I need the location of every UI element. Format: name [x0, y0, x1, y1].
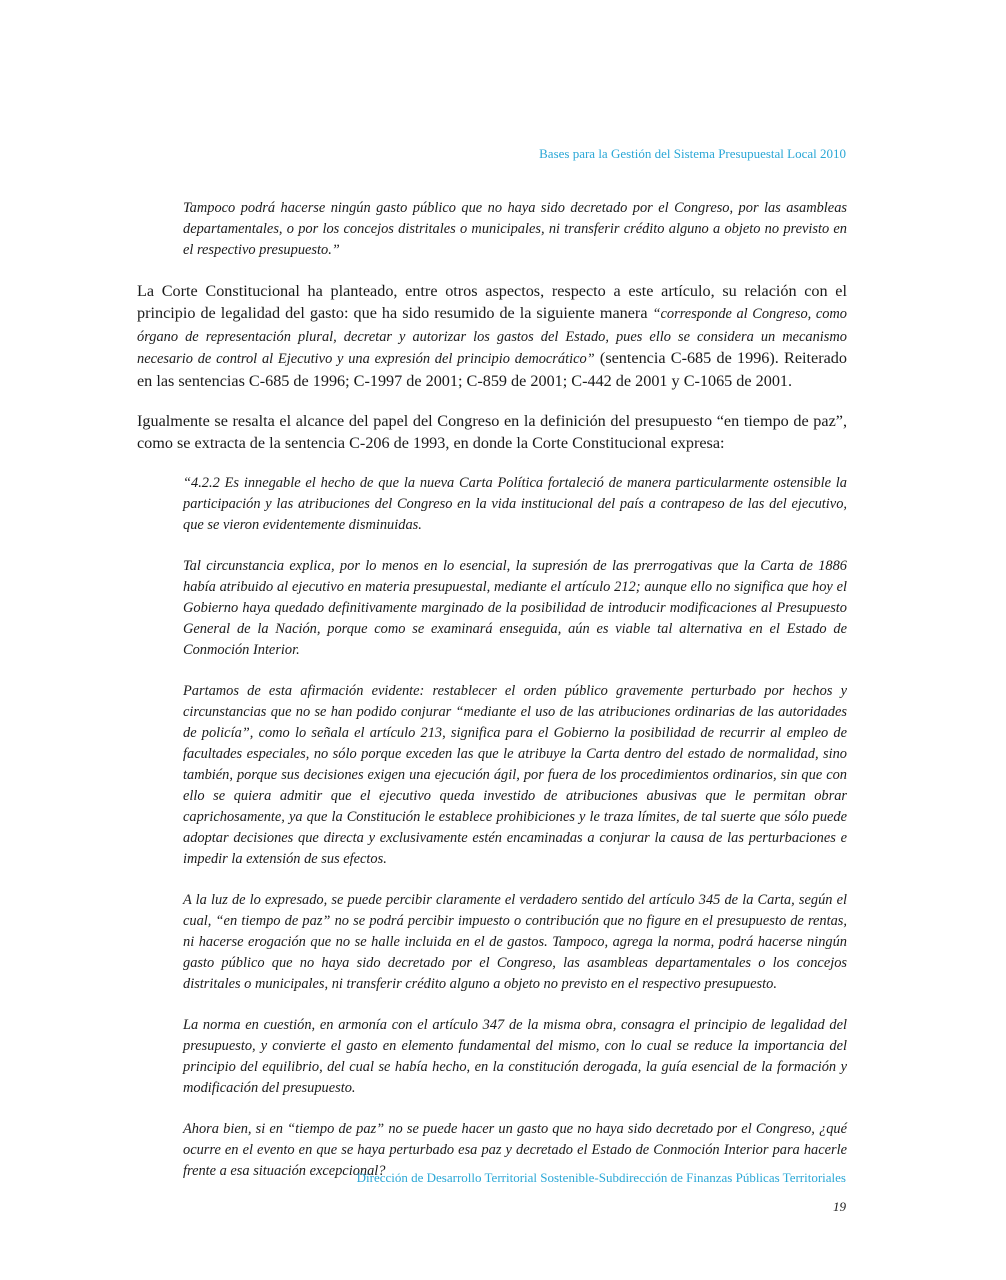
paragraph-text: La Corte Constitucional ha planteado, entre otros aspectos, respecto a este artículo, su relación con el principio de legalidad del gasto: que ha sido resumido de la siguiente manera: [137, 282, 847, 322]
quote-block: Partamos de esta afirmación evidente: restablecer el orden público gravemente perturbado por hechos y circunstancias que no se han podido conjurar “mediante el uso de las atribuciones ordinarias de las autoridades de policía”, como lo señala el artículo 213, significa para el Gobierno la posibilidad de recurrir al empleo de facultades especiales, no sólo porque exceden las que le atribuye la Carta dentro del estado de normalidad, sino también, porque sus decisiones exigen una ejecución ágil, por fuera de los procedimientos ordinarios, sin que con ello se quiera admitir que el ejecutivo queda investido de atribuciones abusivas que le permitan obrar caprichosamente, ya que la Constitución le establece prohibiciones y le traza límites, de tal suerte que sólo puede adoptar decisiones que directa y exclusivamente estén encaminadas a conjurar la causa de las perturbaciones e impedir la extensión de sus efectos.: [183, 682, 847, 867]
page-footer-text: Dirección de Desarrollo Territorial Sostenible-Subdirección de Finanzas Públicas Territoriales: [356, 1170, 846, 1185]
paragraph-congreso: Igualmente se resalta el alcance del papel del Congreso en la definición del presupuesto “en tiempo de paz”, como se extracta de la sentencia C-206 de 1993, en donde la Corte Constitucional expresa:: [137, 411, 847, 452]
page-number: 19: [833, 1199, 846, 1214]
quote-block: A la luz de lo expresado, se puede percibir claramente el verdadero sentido del artículo 345 de la Carta, según el cual, “en tiempo de paz” no se podrá percibir impuesto o contribución que no figure en el presupuesto de rentas, ni hacerse erogación que no se halle incluida en el de gastos. Tampoco, agrega la norma, podrá hacerse ningún gasto público que no haya sido decretado por el Congreso, las asambleas departamentales o los concejos distritales o municipales, ni transferir crédito alguno a objeto no previsto en el respectivo presupuesto.: [183, 891, 847, 992]
paragraph-corte-constitucional: [137, 281, 847, 393]
paragraph-text: (sentencia C-685 de 1996). Reiterado en las sentencias C-685 de 1996; C-1997 de 2001; C-859 de 2001; C-442 de 2001 y C-1065 de 2001.: [137, 349, 847, 391]
page-header-title: Bases para la Gestión del Sistema Presupuestal Local 2010: [539, 146, 846, 161]
quote-block: “4.2.2 Es innegable el hecho de que la nueva Carta Política fortaleció de manera particularmente ostensible la participación y las atribuciones del Congreso en la vida institucional del país a contrapeso de las del ejecutivo, que se vieron evidentemente disminuidas.: [183, 474, 847, 533]
paragraph-quote: “corresponde al Congreso, como órgano de representación plural, decretar y autorizar los gastos del Estado, pues ello se considera un mecanismo necesario de control al Ejecutivo y una expresión del principio democrático”: [137, 305, 847, 368]
quote-intro: Tampoco podrá hacerse ningún gasto público que no haya sido decretado por el Congreso, por las asambleas departamentales, o por los concejos distritales o municipales, ni transferir crédito alguno a objeto no previsto en el respectivo presupuesto.”: [183, 200, 847, 258]
quote-block: La norma en cuestión, en armonía con el artículo 347 de la misma obra, consagra el principio de legalidad del presupuesto, y convierte el gasto en elemento fundamental del mismo, con lo cual se reduce la importancia del principio del equilibrio, del cual se había hecho, en la constitución derogada, la guía esencial de la formación y modificación del presupuesto.: [183, 1016, 847, 1096]
quote-block: Tal circunstancia explica, por lo menos en lo esencial, la supresión de las prerrogativas que la Carta de 1886 había atribuido al ejecutivo en materia presupuestal, mediante el artículo 212; aunque ello no significa que hoy el Gobierno haya quedado definitivamente marginado de la posibilidad de introducir modificaciones al Presupuesto General de la Nación, porque como se examinará enseguida, aún es viable tal alternativa en el Estado de Conmoción Interior.: [183, 557, 847, 658]
quote-block: Ahora bien, si en “tiempo de paz” no se puede hacer un gasto que no haya sido decretado por el Congreso, ¿qué ocurre en el evento en que se haya perturbado esa paz y decretado el Estado de Conmoción Interior para hacerle frente a esa situación excepcional?: [183, 1120, 847, 1179]
page-content: [137, 198, 847, 1202]
